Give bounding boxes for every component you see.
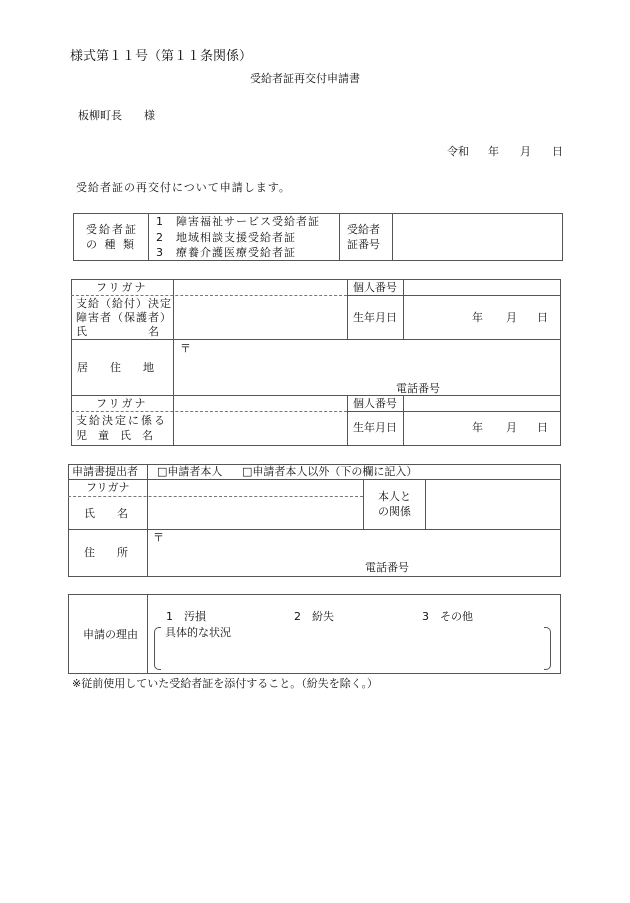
cert-number-label: 受給者 [347, 223, 380, 236]
relation-label: の関係 [378, 505, 411, 518]
birthdate-label: 生年月日 [353, 311, 397, 324]
applicant-name-field[interactable] [174, 280, 346, 338]
birthdate-label: 生年月日 [353, 421, 397, 434]
date-month: 月 [520, 145, 531, 158]
applicant-name-label: 支給（給付）決定 [76, 297, 172, 310]
attachment-note: ※従前使用していた受給者証を添付すること。（紛失を除く。） [72, 677, 378, 690]
cert-type-option[interactable]: 2 地域相談支援受給者証 [156, 231, 296, 244]
submitter-address-label: 住 所 [84, 546, 128, 559]
bracket-left [154, 627, 161, 670]
submitter-name-label: 氏 名 [84, 507, 128, 520]
postal-mark: 〒 [180, 342, 191, 355]
reason-option-other[interactable]: 3 その他 [422, 610, 473, 623]
child-name-label: 児 童 氏 名 [76, 429, 153, 442]
child-birth-month[interactable]: 月 [506, 421, 517, 434]
detail-field[interactable] [162, 640, 542, 668]
birth-day[interactable]: 日 [537, 311, 548, 324]
child-name-field[interactable] [174, 396, 346, 445]
cert-type-label: 受給者証 [86, 223, 138, 236]
applicant-name-label: 氏 名 [76, 325, 160, 338]
date-era: 令和 [447, 145, 469, 158]
relation-label: 本人と [378, 490, 411, 503]
reason-label: 申請の理由 [83, 628, 138, 641]
relation-field[interactable] [426, 480, 560, 528]
intro-text: 受給者証の再交付について申請します。 [76, 181, 291, 194]
submitter-label: 申請書提出者 [72, 465, 138, 478]
submitter-address-field[interactable] [148, 530, 560, 576]
cert-number-field[interactable] [393, 214, 562, 260]
residence-field[interactable] [174, 340, 560, 394]
cert-type-label: の 種 類 [86, 238, 136, 251]
birth-year[interactable]: 年 [472, 311, 483, 324]
child-birth-year[interactable]: 年 [472, 421, 483, 434]
bracket-right [544, 627, 551, 670]
child-birth-day[interactable]: 日 [537, 421, 548, 434]
child-personal-number-field[interactable] [404, 396, 560, 411]
date-day: 日 [552, 145, 563, 158]
detail-label: 具体的な状況 [165, 626, 231, 639]
reason-option-soiled[interactable]: 1 汚損 [166, 610, 206, 623]
submitter-name-field[interactable] [148, 480, 362, 528]
applicant-name-label: 障害者（保護者） [76, 311, 172, 324]
cert-number-label: 証番号 [347, 238, 380, 251]
cert-type-option[interactable]: 1 障害福祉サービス受給者証 [156, 215, 320, 228]
checkbox-applicant-self[interactable]: □申請者本人 [157, 465, 223, 478]
furigana-label: フリガナ [96, 281, 148, 294]
furigana-label: フリガナ [86, 481, 130, 494]
phone-label: 電話番号 [365, 561, 409, 574]
residence-label: 居 住 地 [77, 361, 154, 374]
personal-number-label: 個人番号 [353, 281, 397, 294]
phone-label: 電話番号 [396, 382, 440, 395]
form-number: 様式第１１号（第１１条関係） [70, 49, 253, 64]
date-year: 年 [488, 145, 499, 158]
personal-number-label: 個人番号 [353, 397, 397, 410]
form-title: 受給者証再交付申請書 [250, 72, 360, 85]
reason-option-lost[interactable]: 2 紛失 [294, 610, 334, 623]
birth-month[interactable]: 月 [506, 311, 517, 324]
postal-mark: 〒 [153, 531, 164, 544]
furigana-label: フリガナ [96, 397, 148, 410]
cert-type-option[interactable]: 3 療養介護医療受給者証 [156, 246, 296, 259]
child-name-label: 支給決定に係る [76, 414, 167, 427]
checkbox-applicant-other[interactable]: □申請者本人以外（下の欄に記入） [242, 465, 418, 478]
personal-number-field[interactable] [404, 280, 560, 295]
addressee: 板柳町長 様 [78, 109, 155, 122]
